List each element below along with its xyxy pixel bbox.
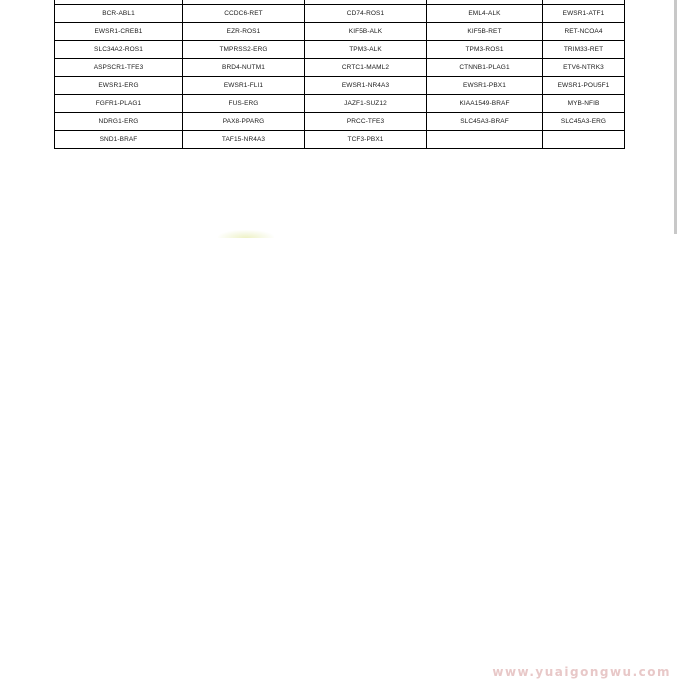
table-cell: ETV6-NTRK3: [543, 59, 625, 77]
table-cell: EZR-ROS1: [183, 23, 305, 41]
table-cell: TCF3-PBX1: [305, 131, 427, 149]
table-cell: ASPSCR1-TFE3: [55, 59, 183, 77]
gene-fusion-table: [54, 0, 625, 149]
table-row: [55, 41, 625, 59]
table-cell: FUS-ERG: [183, 95, 305, 113]
table-row: [55, 5, 625, 23]
table-row: [55, 77, 625, 95]
table-cell: JAZF1-SUZ12: [305, 95, 427, 113]
table-cell: EML4-ALK: [427, 5, 543, 23]
table-cell: TAF15-NR4A3: [183, 131, 305, 149]
table-cell: SLC45A3-BRAF: [427, 113, 543, 131]
table-cell: EWSR1-FLI1: [183, 77, 305, 95]
table-cell: SND1-BRAF: [55, 131, 183, 149]
table-cell: PAX8-PPARG: [183, 113, 305, 131]
table-cell: SLC45A3-ERG: [543, 113, 625, 131]
table-row: [55, 131, 625, 149]
table-cell: NDRG1-ERG: [55, 113, 183, 131]
table-cell: BRD4-NUTM1: [183, 59, 305, 77]
table-cell: KIF5B-RET: [427, 23, 543, 41]
table-cell: TPM3-ROS1: [427, 41, 543, 59]
table-cell: [543, 131, 625, 149]
table-cell: RET-NCOA4: [543, 23, 625, 41]
table-row: [55, 23, 625, 41]
table-cell: [427, 131, 543, 149]
table-cell: EWSR1-PBX1: [427, 77, 543, 95]
table-cell: KIAA1549-BRAF: [427, 95, 543, 113]
table-cell: KIF5B-ALK: [305, 23, 427, 41]
faint-highlight-mark: [218, 230, 274, 238]
table-cell: BCR-ABL1: [55, 5, 183, 23]
table-cell: CTNNB1-PLAG1: [427, 59, 543, 77]
table-cell: CCDC6-RET: [183, 5, 305, 23]
table-cell: TRIM33-RET: [543, 41, 625, 59]
table-cell: EWSR1-ATF1: [543, 5, 625, 23]
table-cell: TMPRSS2-ERG: [183, 41, 305, 59]
table-cell: CRTC1-MAML2: [305, 59, 427, 77]
table-cell: PRCC-TFE3: [305, 113, 427, 131]
table-row: [55, 59, 625, 77]
table-cell: FGFR1-PLAG1: [55, 95, 183, 113]
table-cell: EWSR1-POU5F1: [543, 77, 625, 95]
gene-fusion-table-body: [55, 0, 625, 149]
table-cell: MYB-NFIB: [543, 95, 625, 113]
table-cell: TPM3-ALK: [305, 41, 427, 59]
table-cell: CD74-ROS1: [305, 5, 427, 23]
watermark-text: www.yuaigongwu.com: [492, 665, 671, 679]
table-cell: EWSR1-NR4A3: [305, 77, 427, 95]
table-cell: SLC34A2-ROS1: [55, 41, 183, 59]
table-cell: EWSR1-ERG: [55, 77, 183, 95]
table-row: [55, 95, 625, 113]
table-cell: EWSR1-CREB1: [55, 23, 183, 41]
table-row: [55, 113, 625, 131]
